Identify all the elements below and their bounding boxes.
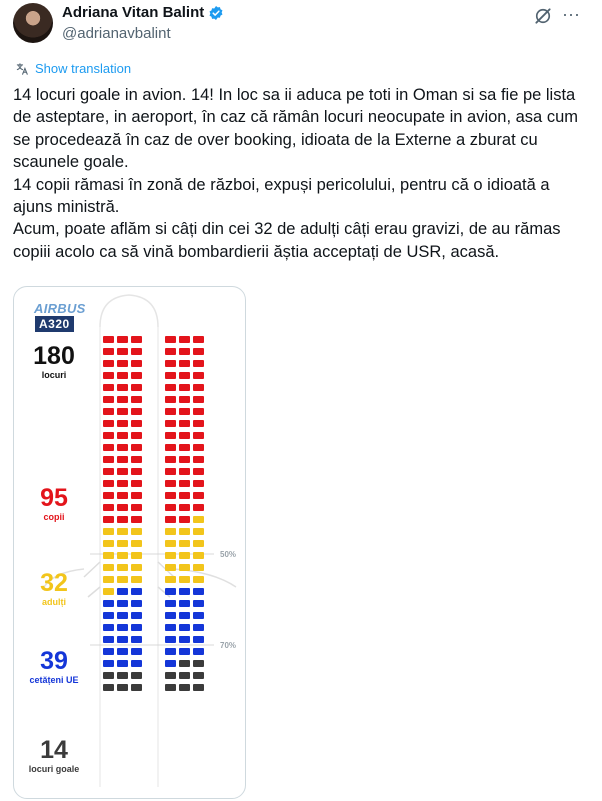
seat xyxy=(131,444,142,451)
seat xyxy=(117,384,128,391)
seat xyxy=(131,432,142,439)
seat xyxy=(103,360,114,367)
seat xyxy=(193,492,204,499)
seat xyxy=(179,480,190,487)
seat xyxy=(103,468,114,475)
stat-number: 95 xyxy=(40,484,68,512)
marker-70: 70% xyxy=(220,641,237,650)
seat xyxy=(179,624,190,631)
seat xyxy=(179,444,190,451)
seat xyxy=(179,600,190,607)
seat xyxy=(193,552,204,559)
seat xyxy=(179,396,190,403)
stat-empty-seats xyxy=(14,737,94,774)
seat xyxy=(193,516,204,523)
marker-50: 50% xyxy=(220,550,237,559)
seat xyxy=(103,504,114,511)
seat xyxy=(131,588,142,595)
seat xyxy=(165,672,176,679)
seat xyxy=(165,612,176,619)
seat xyxy=(117,624,128,631)
seat xyxy=(179,648,190,655)
seat xyxy=(193,648,204,655)
seat xyxy=(179,408,190,415)
seat-infographic[interactable] xyxy=(13,286,246,799)
seat-grid-left xyxy=(103,336,142,691)
seat xyxy=(131,360,142,367)
seat xyxy=(193,444,204,451)
seat xyxy=(131,384,142,391)
seat xyxy=(165,384,176,391)
seat xyxy=(165,456,176,463)
seat xyxy=(131,672,142,679)
stat-eu-citizens xyxy=(14,648,94,685)
seat xyxy=(179,360,190,367)
seat xyxy=(165,552,176,559)
seat xyxy=(179,564,190,571)
stat-label: locuri goale xyxy=(28,764,80,774)
seat xyxy=(131,372,142,379)
seat xyxy=(165,636,176,643)
seat xyxy=(117,336,128,343)
translate-icon xyxy=(15,62,29,76)
author-name-row xyxy=(62,4,224,21)
seat xyxy=(117,468,128,475)
seat xyxy=(103,528,114,535)
seat xyxy=(131,456,142,463)
seat xyxy=(103,600,114,607)
seat xyxy=(117,588,128,595)
avatar[interactable] xyxy=(13,3,53,43)
stat-label: locuri xyxy=(41,370,67,380)
seat xyxy=(165,684,176,691)
seat xyxy=(165,468,176,475)
seat xyxy=(165,528,176,535)
seat xyxy=(165,420,176,427)
seat xyxy=(193,480,204,487)
seat xyxy=(117,576,128,583)
seat xyxy=(131,348,142,355)
seat xyxy=(103,384,114,391)
seat xyxy=(117,360,128,367)
seat xyxy=(103,516,114,523)
show-translation-link[interactable] xyxy=(15,61,131,76)
stat-label: cetățeni UE xyxy=(29,675,79,685)
seat xyxy=(193,672,204,679)
seat xyxy=(165,348,176,355)
seat xyxy=(193,456,204,463)
seat xyxy=(131,684,142,691)
seat-grid-right xyxy=(165,336,204,691)
stat-number: 32 xyxy=(40,569,68,597)
seat xyxy=(117,660,128,667)
seat xyxy=(103,408,114,415)
seat xyxy=(117,612,128,619)
tweet-paragraph: Acum, poate aflăm si câți din cei 32 de adulți câți erau gravizi, de au rămas copiii acolo ca să vină bombardierii ăștia acceptați de USR, acasă. xyxy=(13,220,561,261)
stat-label: copii xyxy=(43,512,65,522)
seat xyxy=(193,684,204,691)
seat xyxy=(165,564,176,571)
seat xyxy=(131,612,142,619)
seat xyxy=(165,516,176,523)
seat xyxy=(131,480,142,487)
author-name[interactable]: Adriana Vitan Balint xyxy=(62,4,205,21)
airbus-logo: AIRBUS xyxy=(34,301,86,316)
seat xyxy=(117,432,128,439)
seat xyxy=(179,456,190,463)
more-options-button[interactable]: ··· xyxy=(562,4,580,24)
seat xyxy=(131,528,142,535)
seat xyxy=(103,660,114,667)
seat xyxy=(103,552,114,559)
seat xyxy=(117,396,128,403)
seat xyxy=(103,564,114,571)
seat xyxy=(117,456,128,463)
seat xyxy=(165,396,176,403)
stat-adults xyxy=(14,570,94,607)
seat xyxy=(103,480,114,487)
seat xyxy=(131,336,142,343)
seat xyxy=(179,576,190,583)
seat xyxy=(117,600,128,607)
seat xyxy=(193,624,204,631)
stat-number: 180 xyxy=(33,342,75,370)
seat xyxy=(179,504,190,511)
show-translation-label[interactable]: Show translation xyxy=(35,61,132,76)
seat xyxy=(131,660,142,667)
seat xyxy=(117,504,128,511)
seat xyxy=(179,336,190,343)
seat xyxy=(193,540,204,547)
seat xyxy=(131,624,142,631)
seat xyxy=(103,492,114,499)
seat xyxy=(165,372,176,379)
seat xyxy=(193,336,204,343)
seat xyxy=(103,588,114,595)
seat xyxy=(117,480,128,487)
seat xyxy=(131,420,142,427)
tweet-paragraph: 14 locuri goale in avion. 14! In loc sa ii aduca pe toti in Oman si sa fie pe lista de asteptare, in aeroport, în caz că rămân locuri neocupate in avion, asa cum se procedează în caz de over booking, idioata de la Externe a zburat cu scaunele goale. xyxy=(13,86,578,172)
seat xyxy=(179,612,190,619)
seat xyxy=(131,636,142,643)
seat xyxy=(165,600,176,607)
seat xyxy=(117,672,128,679)
seat xyxy=(131,564,142,571)
seat xyxy=(179,492,190,499)
seat xyxy=(179,528,190,535)
seat xyxy=(165,576,176,583)
seat xyxy=(103,336,114,343)
seat xyxy=(179,372,190,379)
stat-number: 14 xyxy=(40,736,68,764)
seat xyxy=(179,516,190,523)
seat xyxy=(117,444,128,451)
seat xyxy=(165,444,176,451)
seat xyxy=(165,432,176,439)
seat xyxy=(103,396,114,403)
seat xyxy=(103,348,114,355)
seat xyxy=(179,588,190,595)
seat xyxy=(165,492,176,499)
seat xyxy=(117,420,128,427)
seat xyxy=(103,684,114,691)
seat xyxy=(193,408,204,415)
seat xyxy=(131,516,142,523)
grok-icon[interactable] xyxy=(533,6,553,26)
seat xyxy=(165,660,176,667)
seat xyxy=(193,468,204,475)
seat xyxy=(131,600,142,607)
seat xyxy=(179,384,190,391)
seat xyxy=(131,576,142,583)
seat xyxy=(179,672,190,679)
seat xyxy=(165,588,176,595)
seat xyxy=(117,684,128,691)
seat xyxy=(193,660,204,667)
seat xyxy=(179,684,190,691)
seat xyxy=(165,624,176,631)
seat xyxy=(131,396,142,403)
seat xyxy=(193,384,204,391)
seat xyxy=(131,540,142,547)
seat xyxy=(117,552,128,559)
seat xyxy=(103,648,114,655)
seat xyxy=(103,456,114,463)
seat xyxy=(193,636,204,643)
seat xyxy=(103,624,114,631)
seat xyxy=(165,540,176,547)
seat xyxy=(131,408,142,415)
seat xyxy=(117,540,128,547)
seat xyxy=(117,636,128,643)
seat xyxy=(131,552,142,559)
seat xyxy=(179,420,190,427)
stat-children xyxy=(14,485,94,522)
seat xyxy=(117,348,128,355)
tweet-paragraph: 14 copii rămasi în zonă de război, expuși pericolului, pentru că o idioată a ajuns ministră. xyxy=(13,175,550,217)
seat xyxy=(179,636,190,643)
seat xyxy=(193,528,204,535)
seat xyxy=(193,504,204,511)
seat xyxy=(165,480,176,487)
seat xyxy=(165,360,176,367)
stat-total xyxy=(14,343,94,380)
seat xyxy=(165,408,176,415)
seat xyxy=(103,576,114,583)
seat xyxy=(165,504,176,511)
seat xyxy=(179,468,190,475)
seat xyxy=(103,432,114,439)
seat xyxy=(131,504,142,511)
seat xyxy=(193,348,204,355)
model-badge: A320 xyxy=(35,316,74,332)
seat xyxy=(117,372,128,379)
seat xyxy=(193,600,204,607)
seat xyxy=(193,396,204,403)
seat xyxy=(103,636,114,643)
stat-label: adulți xyxy=(42,597,66,607)
seat xyxy=(103,444,114,451)
seat xyxy=(193,576,204,583)
seat xyxy=(193,360,204,367)
seat xyxy=(179,552,190,559)
seat xyxy=(179,348,190,355)
seat xyxy=(165,648,176,655)
seat xyxy=(117,564,128,571)
seat xyxy=(117,492,128,499)
seat xyxy=(117,528,128,535)
seat xyxy=(131,492,142,499)
author-handle[interactable]: @adrianavbalint xyxy=(62,25,171,42)
seat xyxy=(179,540,190,547)
seat xyxy=(103,672,114,679)
stat-number: 39 xyxy=(40,647,68,675)
verified-badge-icon xyxy=(208,5,224,21)
seat xyxy=(117,408,128,415)
tweet-text xyxy=(13,84,593,263)
seat xyxy=(193,588,204,595)
seat xyxy=(117,516,128,523)
seat xyxy=(193,612,204,619)
seat xyxy=(193,432,204,439)
seat xyxy=(103,372,114,379)
seat xyxy=(131,468,142,475)
seat xyxy=(179,660,190,667)
seat xyxy=(103,540,114,547)
seat xyxy=(193,420,204,427)
seat xyxy=(165,336,176,343)
seat xyxy=(117,648,128,655)
seat xyxy=(131,648,142,655)
seat xyxy=(103,612,114,619)
seat xyxy=(193,372,204,379)
seat xyxy=(193,564,204,571)
seat xyxy=(179,432,190,439)
seat xyxy=(103,420,114,427)
